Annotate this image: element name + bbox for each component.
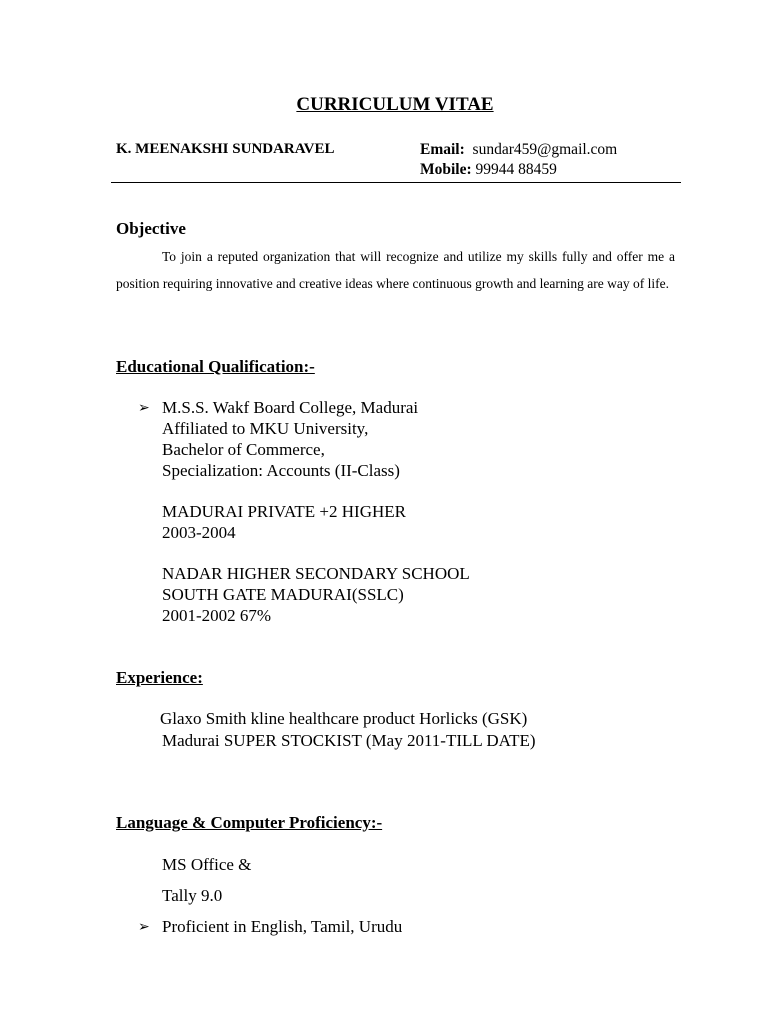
proficiency-heading: Language & Computer Proficiency:- [116,813,383,832]
experience-line: Glaxo Smith kline healthcare product Horlicks (GSK) [160,709,528,728]
mobile-value: 99944 88459 [475,161,557,178]
email-label: Email: [420,141,465,158]
education-bullet-icon: ➢ [138,401,150,416]
education-line: Bachelor of Commerce, [162,440,325,459]
email-value: sundar459@gmail.com [472,141,618,158]
education-line: NADAR HIGHER SECONDARY SCHOOL [162,564,470,583]
objective-text: To join a reputed organization that will recognize and utilize my skills fully and offer me a position requiring innovative and creative ideas where continuous growth and learning are way of life. [116,249,675,292]
education-line: 2001-2002 67% [162,606,272,625]
proficiency-bullet-icon: ➢ [138,920,150,935]
proficiency-line: Tally 9.0 [162,886,223,905]
mobile-line [420,161,557,179]
education-line: SOUTH GATE MADURAI(SSLC) [162,585,404,604]
mobile-label: Mobile: [420,161,472,178]
proficiency-line: MS Office & [162,855,252,874]
email-line [420,141,617,159]
page-title: CURRICULUM VITAE [296,94,494,115]
education-line: Affiliated to MKU University, [162,419,369,438]
experience-line: Madurai SUPER STOCKIST (May 2011-TILL DATE) [162,731,536,750]
proficiency-line: Proficient in English, Tamil, Urudu [162,917,403,936]
education-line: Specialization: Accounts (II-Class) [162,461,400,480]
objective-heading: Objective [116,219,186,238]
experience-heading: Experience: [116,668,203,687]
education-line: M.S.S. Wakf Board College, Madurai [162,398,419,417]
education-line: MADURAI PRIVATE +2 HIGHER [162,502,406,521]
education-heading: Educational Qualification:- [116,357,315,376]
header-divider [111,182,681,183]
candidate-name: K. MEENAKSHI SUNDARAVEL [116,141,335,157]
education-line: 2003-2004 [162,523,236,542]
